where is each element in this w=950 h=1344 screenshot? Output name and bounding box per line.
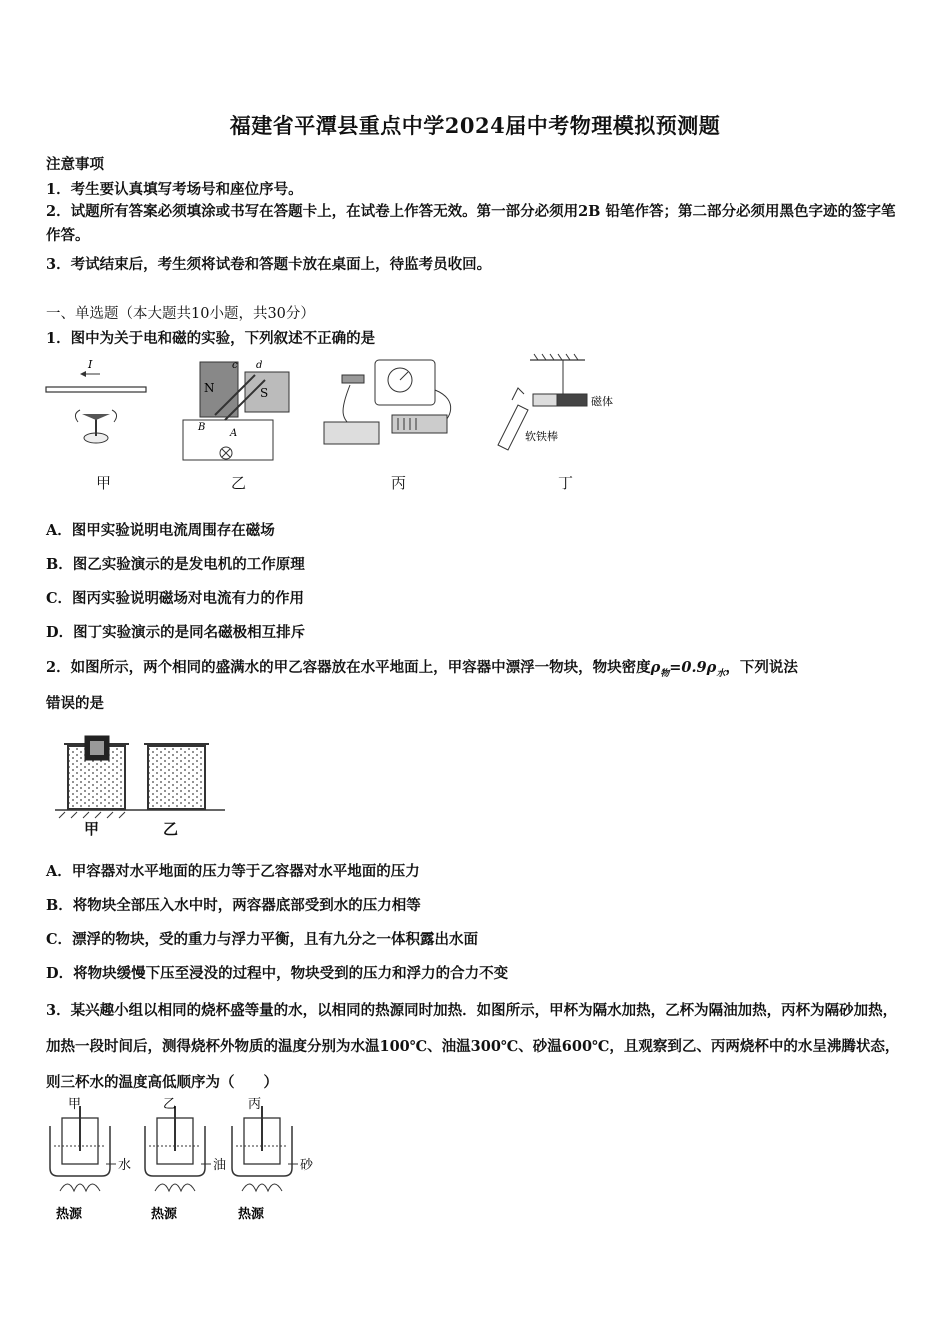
q2-option-c: C．漂浮的物块，受的重力与浮力平衡，且有九分之一体积露出水面 [46, 931, 479, 948]
svg-text:B: B [198, 422, 206, 433]
fig-yi-generator [183, 360, 289, 460]
q1-option-a: A．图甲实验说明电流周围存在磁场 [46, 522, 275, 539]
q2-option-d: D．将物块缓慢下压至浸没的过程中，物块受到的压力和浮力的合力不变 [46, 965, 509, 982]
q3-figure [40, 1096, 320, 1226]
cup-bing-label: 丙 [248, 1097, 262, 1112]
svg-text:d: d [256, 360, 263, 371]
q1-option-c: C．图丙实验说明磁场对电流有力的作用 [46, 590, 305, 607]
soft-iron-label: 软铁棒 [525, 430, 558, 443]
fig-label-jia: 甲 [96, 474, 112, 492]
fig-label-yi: 乙 [231, 474, 247, 492]
q2-figure [55, 732, 225, 842]
current-label: I [88, 358, 93, 371]
q1-option-b: B．图乙实验演示的是发电机的工作原理 [46, 556, 305, 573]
fig-jia-wire-compass [46, 358, 146, 443]
rho-formula: $\rho_物=0.9\rho_水$ [650, 659, 726, 679]
q1-figure [40, 350, 640, 500]
cup-bing-source: 热源 [238, 1207, 265, 1222]
q3-stem: 3．某兴趣小组以相同的烧杯盛等量的水，以相同的热源同时加热．如图所示，甲杯为隔水加热，乙杯为隔油加热，丙杯为隔砂加热，加热一段时间后，测得烧杯外物质的温度分别为水温100℃、油温300℃、砂温600℃，且观察到乙、丙两烧杯中的水呈沸腾状态，则三杯水的温度高低顺序为（ ） [46, 1002, 900, 1091]
q1-stem: 1．图中为关于电和磁的实验，下列叙述不正确的是 [46, 330, 376, 347]
q2-label-jia: 甲 [84, 820, 100, 838]
q2-stem-cont: 错误的是 [46, 695, 104, 712]
cup-jia [50, 1106, 116, 1191]
q1-option-d: D．图丁实验演示的是同名磁极相互排斥 [46, 624, 306, 641]
cup-bing [232, 1106, 298, 1191]
notice-heading: 注意事项 [46, 156, 104, 173]
cup-yi-medium: 油 [213, 1158, 227, 1173]
section-heading: 一、单选题（本大题共10小题，共30分） [46, 306, 315, 322]
pole-s: S [260, 386, 269, 400]
cup-yi-source: 热源 [151, 1207, 178, 1222]
cup-bing-medium: 砂 [300, 1158, 314, 1173]
q2-option-b: B．将物块全部压入水中时，两容器底部受到水的压力相等 [46, 897, 421, 914]
pole-n: N [204, 381, 215, 395]
cup-yi-label: 乙 [163, 1097, 177, 1112]
fig-bing-motor [324, 360, 451, 444]
cup-jia-label: 甲 [68, 1097, 82, 1112]
q2-stem: 2．如图所示，两个相同的盛满水的甲乙容器放在水平地面上，甲容器中漂浮一物块，物块密度$\rho_物=0.9\rho_水$，下列说法 [46, 659, 798, 679]
magnet-body-label: 磁体 [591, 395, 613, 408]
q2-label-yi: 乙 [163, 820, 179, 838]
cup-yi [145, 1106, 211, 1191]
svg-text:A: A [230, 428, 238, 439]
cup-jia-source: 热源 [56, 1207, 83, 1222]
q2-option-a: A．甲容器对水平地面的压力等于乙容器对水平地面的压力 [46, 863, 420, 880]
notice-item-3: 3．考试结束后，考生须将试卷和答题卡放在桌面上，待监考员收回。 [46, 256, 492, 273]
page-title: 福建省平潭县重点中学2024届中考物理模拟预测题 [229, 113, 721, 138]
notice-item-1: 1．考生要认真填写考场号和座位序号。 [46, 181, 303, 198]
svg-text:c: c [232, 360, 238, 371]
cup-jia-medium: 水 [118, 1158, 132, 1173]
fig-ding-magnet [498, 354, 613, 450]
fig-label-ding: 丁 [558, 474, 574, 492]
fig-label-bing: 丙 [391, 474, 407, 492]
notice-item-2: 2．试题所有答案必须填涂或书写在答题卡上，在试卷上作答无效。第一部分必须用2B 铅笔作答；第二部分必须用黑色字迹的签字笔作答。 [46, 203, 896, 244]
